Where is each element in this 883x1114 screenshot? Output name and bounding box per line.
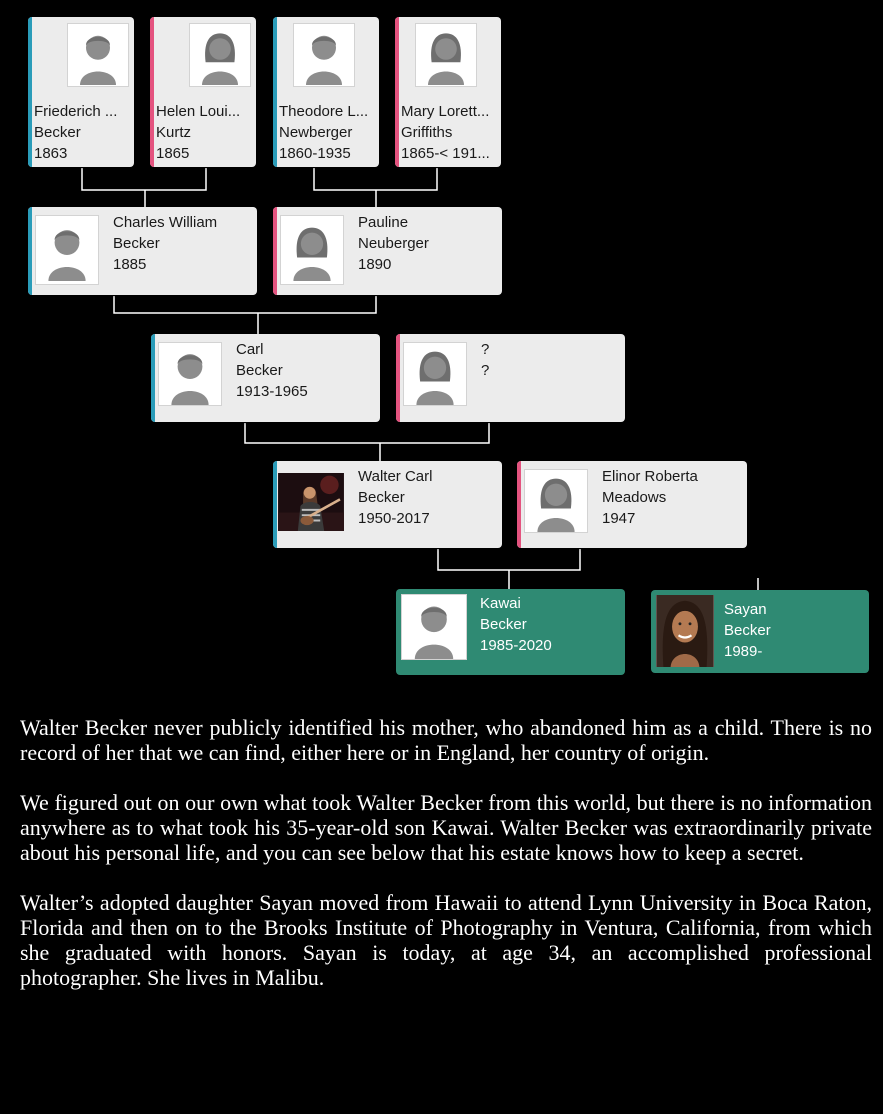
- story-paragraph-mother: Walter Becker never publicly identified his mother, who abandoned him as a child. There is no record of her that we can find, either here or in England, her country of origin.: [20, 715, 872, 765]
- person-card-elinor[interactable]: [517, 461, 747, 548]
- person-card-theodore[interactable]: [273, 17, 379, 167]
- story-paragraph-kawai: We figured out on our own what took Walter Becker from this world, but there is no information anywhere as to what took his 35-year-old son Kawai. Walter Becker was extraordinarily private about his personal life, and you can see below that his estate knows how to keep a secret.: [20, 790, 872, 865]
- person-name: Walter Carl Becker 1950-2017: [358, 468, 433, 527]
- female-silhouette-icon: [415, 23, 477, 87]
- person-name: Carl Becker 1913-1965: [236, 341, 308, 400]
- person-card-friederich[interactable]: [28, 17, 134, 167]
- person-card-kawai[interactable]: [396, 589, 625, 675]
- person-name: Kawai Becker 1985-2020: [480, 595, 552, 654]
- person-name: Charles William Becker 1885: [113, 214, 218, 273]
- female-silhouette-icon: [280, 215, 344, 285]
- person-name: Friederich ... Becker 1863: [34, 103, 118, 162]
- male-silhouette-icon: [158, 342, 222, 406]
- person-card-sayan[interactable]: [651, 590, 869, 673]
- male-silhouette-icon: [35, 215, 99, 285]
- person-name: Mary Lorett... Griffiths 1865-< 191...: [401, 103, 490, 162]
- woman-portrait-photo: [656, 595, 714, 667]
- person-name: ? ?: [481, 341, 490, 379]
- person-card-unknown-mother[interactable]: [396, 334, 625, 422]
- story-text: [20, 715, 872, 1015]
- male-silhouette-icon: [67, 23, 129, 87]
- person-card-carl[interactable]: [151, 334, 380, 422]
- story-paragraph-sayan: Walter’s adopted daughter Sayan moved from Hawaii to attend Lynn University in Boca Raton, Florida and then on to the Brooks Institute of Photography in Ventura, California, from which she graduated with honors. Sayan is today, at age 34, an accomplished professional photographer. She lives in Malibu.: [20, 890, 872, 990]
- connector-newberger-griffiths: [314, 168, 437, 208]
- female-silhouette-icon: [524, 469, 588, 533]
- guitarist-photo: [278, 473, 344, 531]
- person-name: Theodore L... Newberger 1860-1935: [279, 103, 369, 162]
- person-name: Helen Loui... Kurtz 1865: [156, 103, 241, 162]
- person-card-walter[interactable]: [273, 461, 502, 548]
- person-name: Pauline Neuberger 1890: [358, 214, 429, 273]
- person-card-pauline[interactable]: [273, 207, 502, 295]
- connector-becker-kurtz: [82, 168, 206, 208]
- person-card-charles[interactable]: [28, 207, 257, 295]
- connector-carl-unknown: [245, 423, 489, 462]
- connector-charles-pauline: [114, 296, 376, 335]
- person-card-mary[interactable]: [395, 17, 501, 167]
- female-silhouette-icon: [403, 342, 467, 406]
- person-name: Sayan Becker 1989-: [724, 601, 771, 660]
- person-name: Elinor Roberta Meadows 1947: [602, 468, 698, 527]
- female-silhouette-icon: [189, 23, 251, 87]
- person-card-helen[interactable]: [150, 17, 256, 167]
- connector-walter-elinor: [438, 549, 580, 590]
- male-silhouette-icon: [401, 594, 467, 660]
- male-silhouette-icon: [293, 23, 355, 87]
